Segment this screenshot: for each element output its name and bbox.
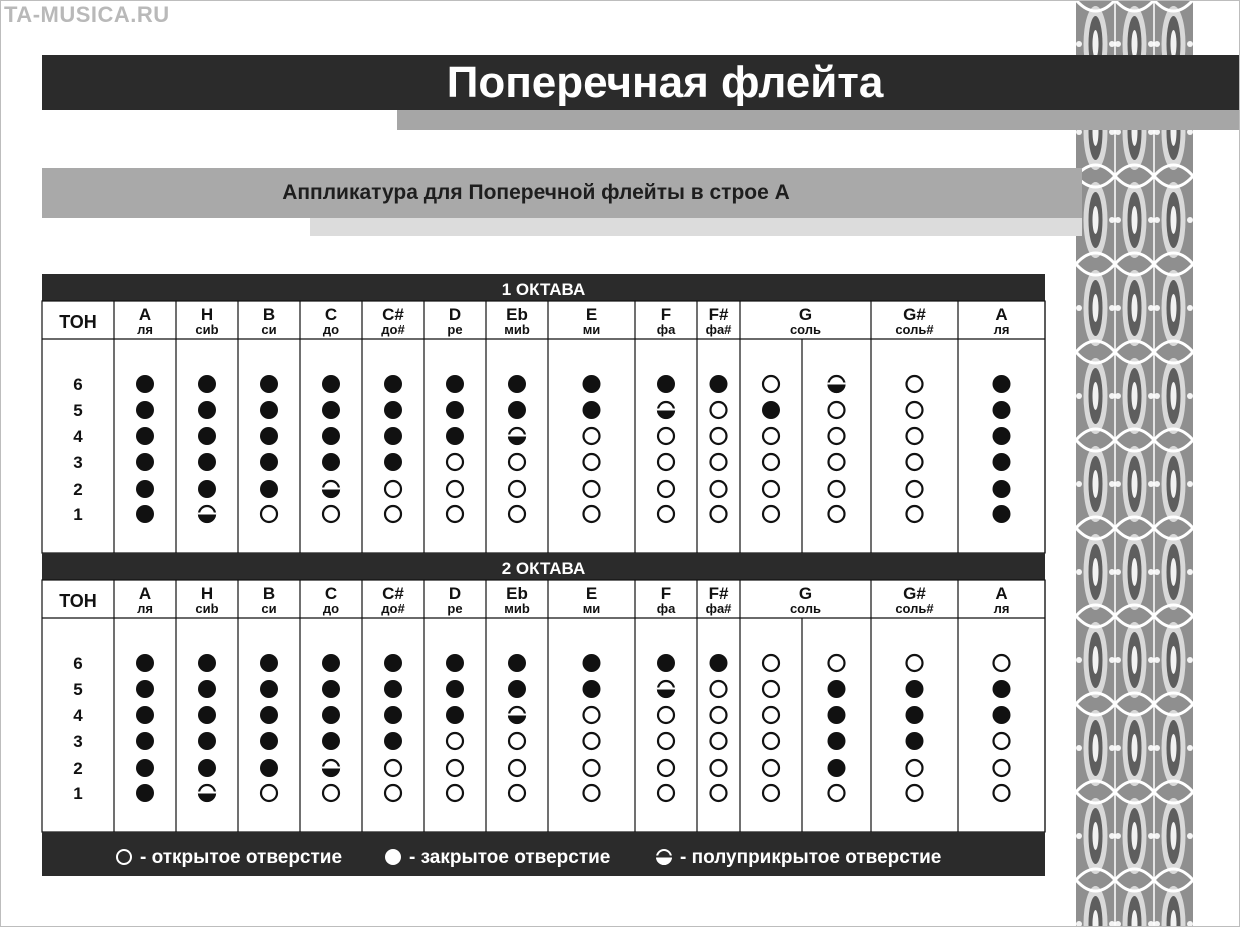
- open-hole-icon: [829, 655, 845, 671]
- open-hole-icon: [829, 506, 845, 522]
- open-hole-icon: [711, 506, 727, 522]
- note-letter: G: [798, 305, 813, 324]
- legend-closed-label: - закрытое отверстие: [409, 847, 611, 868]
- note-name: си: [261, 322, 277, 337]
- closed-hole-icon: [446, 375, 464, 393]
- octave-label: 2 ОКТАВА: [501, 559, 586, 578]
- open-hole-icon: [994, 785, 1010, 801]
- closed-hole-icon: [508, 654, 526, 672]
- open-hole-icon: [509, 760, 525, 776]
- open-hole-icon: [763, 481, 779, 497]
- closed-hole-icon: [583, 401, 601, 419]
- open-hole-icon: [658, 506, 674, 522]
- note-letter: C#: [382, 584, 404, 603]
- note-name: фа#: [705, 322, 732, 337]
- closed-hole-icon: [583, 654, 601, 672]
- half-hole-icon: [508, 428, 526, 445]
- open-hole-icon: [711, 681, 727, 697]
- note-letter: B: [262, 305, 276, 324]
- closed-hole-icon: [993, 706, 1011, 724]
- closed-hole-icon: [583, 680, 601, 698]
- note-letter: Eb: [506, 584, 528, 603]
- note-name: ля: [137, 601, 153, 616]
- closed-hole-icon: [993, 401, 1011, 419]
- closed-hole-icon: [260, 375, 278, 393]
- open-hole-icon: [509, 454, 525, 470]
- open-hole-icon: [658, 760, 674, 776]
- note-name: до: [322, 322, 340, 337]
- note-letter: E: [585, 584, 598, 603]
- note-letter: A: [138, 584, 152, 603]
- open-hole-icon: [323, 506, 339, 522]
- closed-hole-icon: [906, 706, 924, 724]
- open-hole-icon: [711, 733, 727, 749]
- note-name: ре: [447, 601, 463, 616]
- row-header-label: ТОН: [59, 312, 97, 332]
- note-letter: H: [200, 584, 214, 603]
- closed-hole-icon: [828, 732, 846, 750]
- open-hole-icon: [261, 506, 277, 522]
- note-name: ля: [993, 601, 1010, 616]
- hole-number: 6: [73, 654, 83, 673]
- hole-number: 1: [73, 505, 83, 524]
- open-hole-icon: [763, 454, 779, 470]
- closed-hole-icon: [385, 849, 401, 865]
- closed-hole-icon: [136, 706, 154, 724]
- open-hole-icon: [994, 655, 1010, 671]
- note-name: соль: [789, 601, 822, 616]
- open-hole-icon: [763, 506, 779, 522]
- open-hole-icon: [994, 733, 1010, 749]
- closed-hole-icon: [260, 453, 278, 471]
- closed-hole-icon: [198, 732, 216, 750]
- open-hole-icon: [385, 506, 401, 522]
- note-letter: C: [324, 305, 338, 324]
- closed-hole-icon: [446, 680, 464, 698]
- open-hole-icon: [829, 428, 845, 444]
- open-hole-icon: [907, 785, 923, 801]
- closed-hole-icon: [446, 654, 464, 672]
- closed-hole-icon: [508, 401, 526, 419]
- open-hole-icon: [509, 481, 525, 497]
- closed-hole-icon: [198, 480, 216, 498]
- note-name: си: [261, 601, 277, 616]
- note-letter: F: [660, 584, 672, 603]
- closed-hole-icon: [260, 732, 278, 750]
- open-hole-icon: [907, 760, 923, 776]
- closed-hole-icon: [906, 732, 924, 750]
- open-hole-icon: [763, 428, 779, 444]
- half-hole-icon: [322, 481, 340, 498]
- closed-hole-icon: [508, 680, 526, 698]
- closed-hole-icon: [136, 480, 154, 498]
- closed-hole-icon: [384, 453, 402, 471]
- closed-hole-icon: [322, 732, 340, 750]
- open-hole-icon: [385, 481, 401, 497]
- page-title: Поперечная флейта: [446, 58, 884, 107]
- open-hole-icon: [763, 655, 779, 671]
- open-hole-icon: [763, 681, 779, 697]
- open-hole-icon: [829, 785, 845, 801]
- closed-hole-icon: [136, 680, 154, 698]
- open-hole-icon: [584, 733, 600, 749]
- open-hole-icon: [711, 402, 727, 418]
- note-name: ля: [137, 322, 153, 337]
- hole-number: 2: [73, 480, 83, 499]
- closed-hole-icon: [136, 654, 154, 672]
- open-hole-icon: [907, 402, 923, 418]
- note-name: до#: [381, 322, 405, 337]
- note-letter: D: [448, 584, 462, 603]
- closed-hole-icon: [260, 706, 278, 724]
- closed-hole-icon: [710, 654, 728, 672]
- hole-number: 5: [73, 680, 83, 699]
- closed-hole-icon: [993, 453, 1011, 471]
- closed-hole-icon: [384, 654, 402, 672]
- open-hole-icon: [447, 481, 463, 497]
- octave-label: 1 ОКТАВА: [501, 280, 586, 299]
- closed-hole-icon: [322, 401, 340, 419]
- closed-hole-icon: [322, 706, 340, 724]
- open-hole-icon: [763, 785, 779, 801]
- open-hole-icon: [763, 707, 779, 723]
- open-hole-icon: [907, 655, 923, 671]
- closed-hole-icon: [136, 759, 154, 777]
- note-name: ми: [582, 601, 601, 616]
- note-letter: A: [995, 305, 1008, 324]
- note-name: миb: [504, 601, 530, 616]
- closed-hole-icon: [446, 427, 464, 445]
- closed-hole-icon: [993, 375, 1011, 393]
- note-name: соль#: [895, 601, 934, 616]
- note-letter: G#: [903, 584, 926, 603]
- closed-hole-icon: [322, 654, 340, 672]
- note-letter: F#: [708, 305, 729, 324]
- note-name: соль: [789, 322, 822, 337]
- open-hole-icon: [711, 454, 727, 470]
- hole-number: 4: [73, 706, 83, 725]
- closed-hole-icon: [198, 706, 216, 724]
- open-hole-icon: [584, 481, 600, 497]
- open-hole-icon: [584, 506, 600, 522]
- open-hole-icon: [658, 428, 674, 444]
- note-letter: A: [138, 305, 152, 324]
- open-hole-icon: [658, 785, 674, 801]
- note-name: миb: [504, 322, 530, 337]
- half-hole-icon: [198, 506, 216, 523]
- closed-hole-icon: [136, 401, 154, 419]
- closed-hole-icon: [906, 680, 924, 698]
- closed-hole-icon: [322, 680, 340, 698]
- open-hole-icon: [447, 760, 463, 776]
- closed-hole-icon: [384, 375, 402, 393]
- closed-hole-icon: [993, 427, 1011, 445]
- closed-hole-icon: [657, 375, 675, 393]
- half-hole-icon: [657, 681, 675, 698]
- closed-hole-icon: [198, 654, 216, 672]
- open-hole-icon: [711, 707, 727, 723]
- open-hole-icon: [829, 481, 845, 497]
- open-hole-icon: [385, 760, 401, 776]
- closed-hole-icon: [136, 375, 154, 393]
- note-letter: H: [200, 305, 214, 324]
- open-hole-icon: [447, 506, 463, 522]
- closed-hole-icon: [508, 375, 526, 393]
- open-hole-icon: [829, 402, 845, 418]
- closed-hole-icon: [260, 759, 278, 777]
- note-letter: F#: [708, 584, 729, 603]
- open-hole-icon: [584, 707, 600, 723]
- closed-hole-icon: [198, 759, 216, 777]
- closed-hole-icon: [993, 480, 1011, 498]
- closed-hole-icon: [260, 680, 278, 698]
- closed-hole-icon: [710, 375, 728, 393]
- open-hole-icon: [658, 481, 674, 497]
- closed-hole-icon: [136, 505, 154, 523]
- subtitle: Аппликатура для Поперечной флейты в строе А: [282, 181, 790, 204]
- closed-hole-icon: [136, 427, 154, 445]
- closed-hole-icon: [136, 453, 154, 471]
- open-hole-icon: [584, 454, 600, 470]
- open-hole-icon: [994, 760, 1010, 776]
- open-hole-icon: [711, 428, 727, 444]
- note-name: ми: [582, 322, 601, 337]
- closed-hole-icon: [583, 375, 601, 393]
- open-hole-icon: [907, 376, 923, 392]
- note-name: фа#: [705, 601, 732, 616]
- hole-number: 2: [73, 759, 83, 778]
- closed-hole-icon: [993, 680, 1011, 698]
- hole-number: 5: [73, 401, 83, 420]
- note-name: фа: [656, 601, 676, 616]
- note-name: до: [322, 601, 340, 616]
- open-hole-icon: [509, 733, 525, 749]
- note-name: до#: [381, 601, 405, 616]
- closed-hole-icon: [828, 759, 846, 777]
- open-hole-icon: [907, 454, 923, 470]
- open-hole-icon: [907, 428, 923, 444]
- open-hole-icon: [584, 785, 600, 801]
- open-hole-icon: [261, 785, 277, 801]
- note-name: фа: [656, 322, 676, 337]
- closed-hole-icon: [198, 680, 216, 698]
- legend-half-label: - полуприкрытое отверстие: [680, 847, 942, 868]
- hole-number: 1: [73, 784, 83, 803]
- hole-number: 4: [73, 427, 83, 446]
- open-hole-icon: [323, 785, 339, 801]
- open-hole-icon: [763, 760, 779, 776]
- note-name: сиb: [195, 322, 219, 337]
- open-hole-icon: [711, 481, 727, 497]
- closed-hole-icon: [446, 706, 464, 724]
- open-hole-icon: [584, 760, 600, 776]
- note-letter: E: [585, 305, 598, 324]
- half-hole-icon: [657, 402, 675, 419]
- open-hole-icon: [509, 785, 525, 801]
- note-letter: Eb: [506, 305, 528, 324]
- open-hole-icon: [584, 428, 600, 444]
- note-letter: F: [660, 305, 672, 324]
- closed-hole-icon: [384, 401, 402, 419]
- open-hole-icon: [447, 733, 463, 749]
- closed-hole-icon: [657, 654, 675, 672]
- closed-hole-icon: [828, 680, 846, 698]
- open-hole-icon: [907, 481, 923, 497]
- closed-hole-icon: [198, 427, 216, 445]
- closed-hole-icon: [762, 401, 780, 419]
- note-letter: C#: [382, 305, 404, 324]
- closed-hole-icon: [260, 401, 278, 419]
- closed-hole-icon: [322, 375, 340, 393]
- row-header-label: ТОН: [59, 591, 97, 611]
- open-hole-icon: [711, 760, 727, 776]
- closed-hole-icon: [993, 505, 1011, 523]
- note-letter: B: [262, 584, 276, 603]
- closed-hole-icon: [198, 375, 216, 393]
- open-hole-icon: [447, 785, 463, 801]
- open-hole-icon: [907, 506, 923, 522]
- note-letter: D: [448, 305, 462, 324]
- legend-open-label: - открытое отверстие: [140, 847, 343, 868]
- hole-number: 6: [73, 375, 83, 394]
- half-hole-icon: [198, 785, 216, 802]
- open-hole-icon: [763, 376, 779, 392]
- open-hole-icon: [658, 454, 674, 470]
- closed-hole-icon: [446, 401, 464, 419]
- note-name: ре: [447, 322, 463, 337]
- open-hole-icon: [117, 850, 131, 864]
- closed-hole-icon: [136, 732, 154, 750]
- note-letter: G: [798, 584, 813, 603]
- closed-hole-icon: [384, 732, 402, 750]
- note-letter: A: [995, 584, 1008, 603]
- open-hole-icon: [447, 454, 463, 470]
- note-name: соль#: [895, 322, 934, 337]
- closed-hole-icon: [198, 401, 216, 419]
- closed-hole-icon: [384, 427, 402, 445]
- open-hole-icon: [763, 733, 779, 749]
- closed-hole-icon: [322, 427, 340, 445]
- hole-number: 3: [73, 732, 83, 751]
- open-hole-icon: [509, 506, 525, 522]
- note-name: сиb: [195, 601, 219, 616]
- closed-hole-icon: [136, 784, 154, 802]
- closed-hole-icon: [322, 453, 340, 471]
- open-hole-icon: [829, 454, 845, 470]
- watermark: TA-MUSICA.RU: [4, 2, 170, 27]
- note-letter: G#: [903, 305, 926, 324]
- closed-hole-icon: [828, 706, 846, 724]
- open-hole-icon: [658, 733, 674, 749]
- closed-hole-icon: [384, 680, 402, 698]
- open-hole-icon: [385, 785, 401, 801]
- closed-hole-icon: [260, 480, 278, 498]
- closed-hole-icon: [260, 427, 278, 445]
- hole-number: 3: [73, 453, 83, 472]
- note-letter: C: [324, 584, 338, 603]
- closed-hole-icon: [198, 453, 216, 471]
- open-hole-icon: [658, 707, 674, 723]
- closed-hole-icon: [260, 654, 278, 672]
- half-hole-icon: [322, 760, 340, 777]
- half-hole-icon: [828, 376, 846, 393]
- half-hole-icon: [508, 707, 526, 724]
- open-hole-icon: [711, 785, 727, 801]
- note-name: ля: [993, 322, 1010, 337]
- closed-hole-icon: [384, 706, 402, 724]
